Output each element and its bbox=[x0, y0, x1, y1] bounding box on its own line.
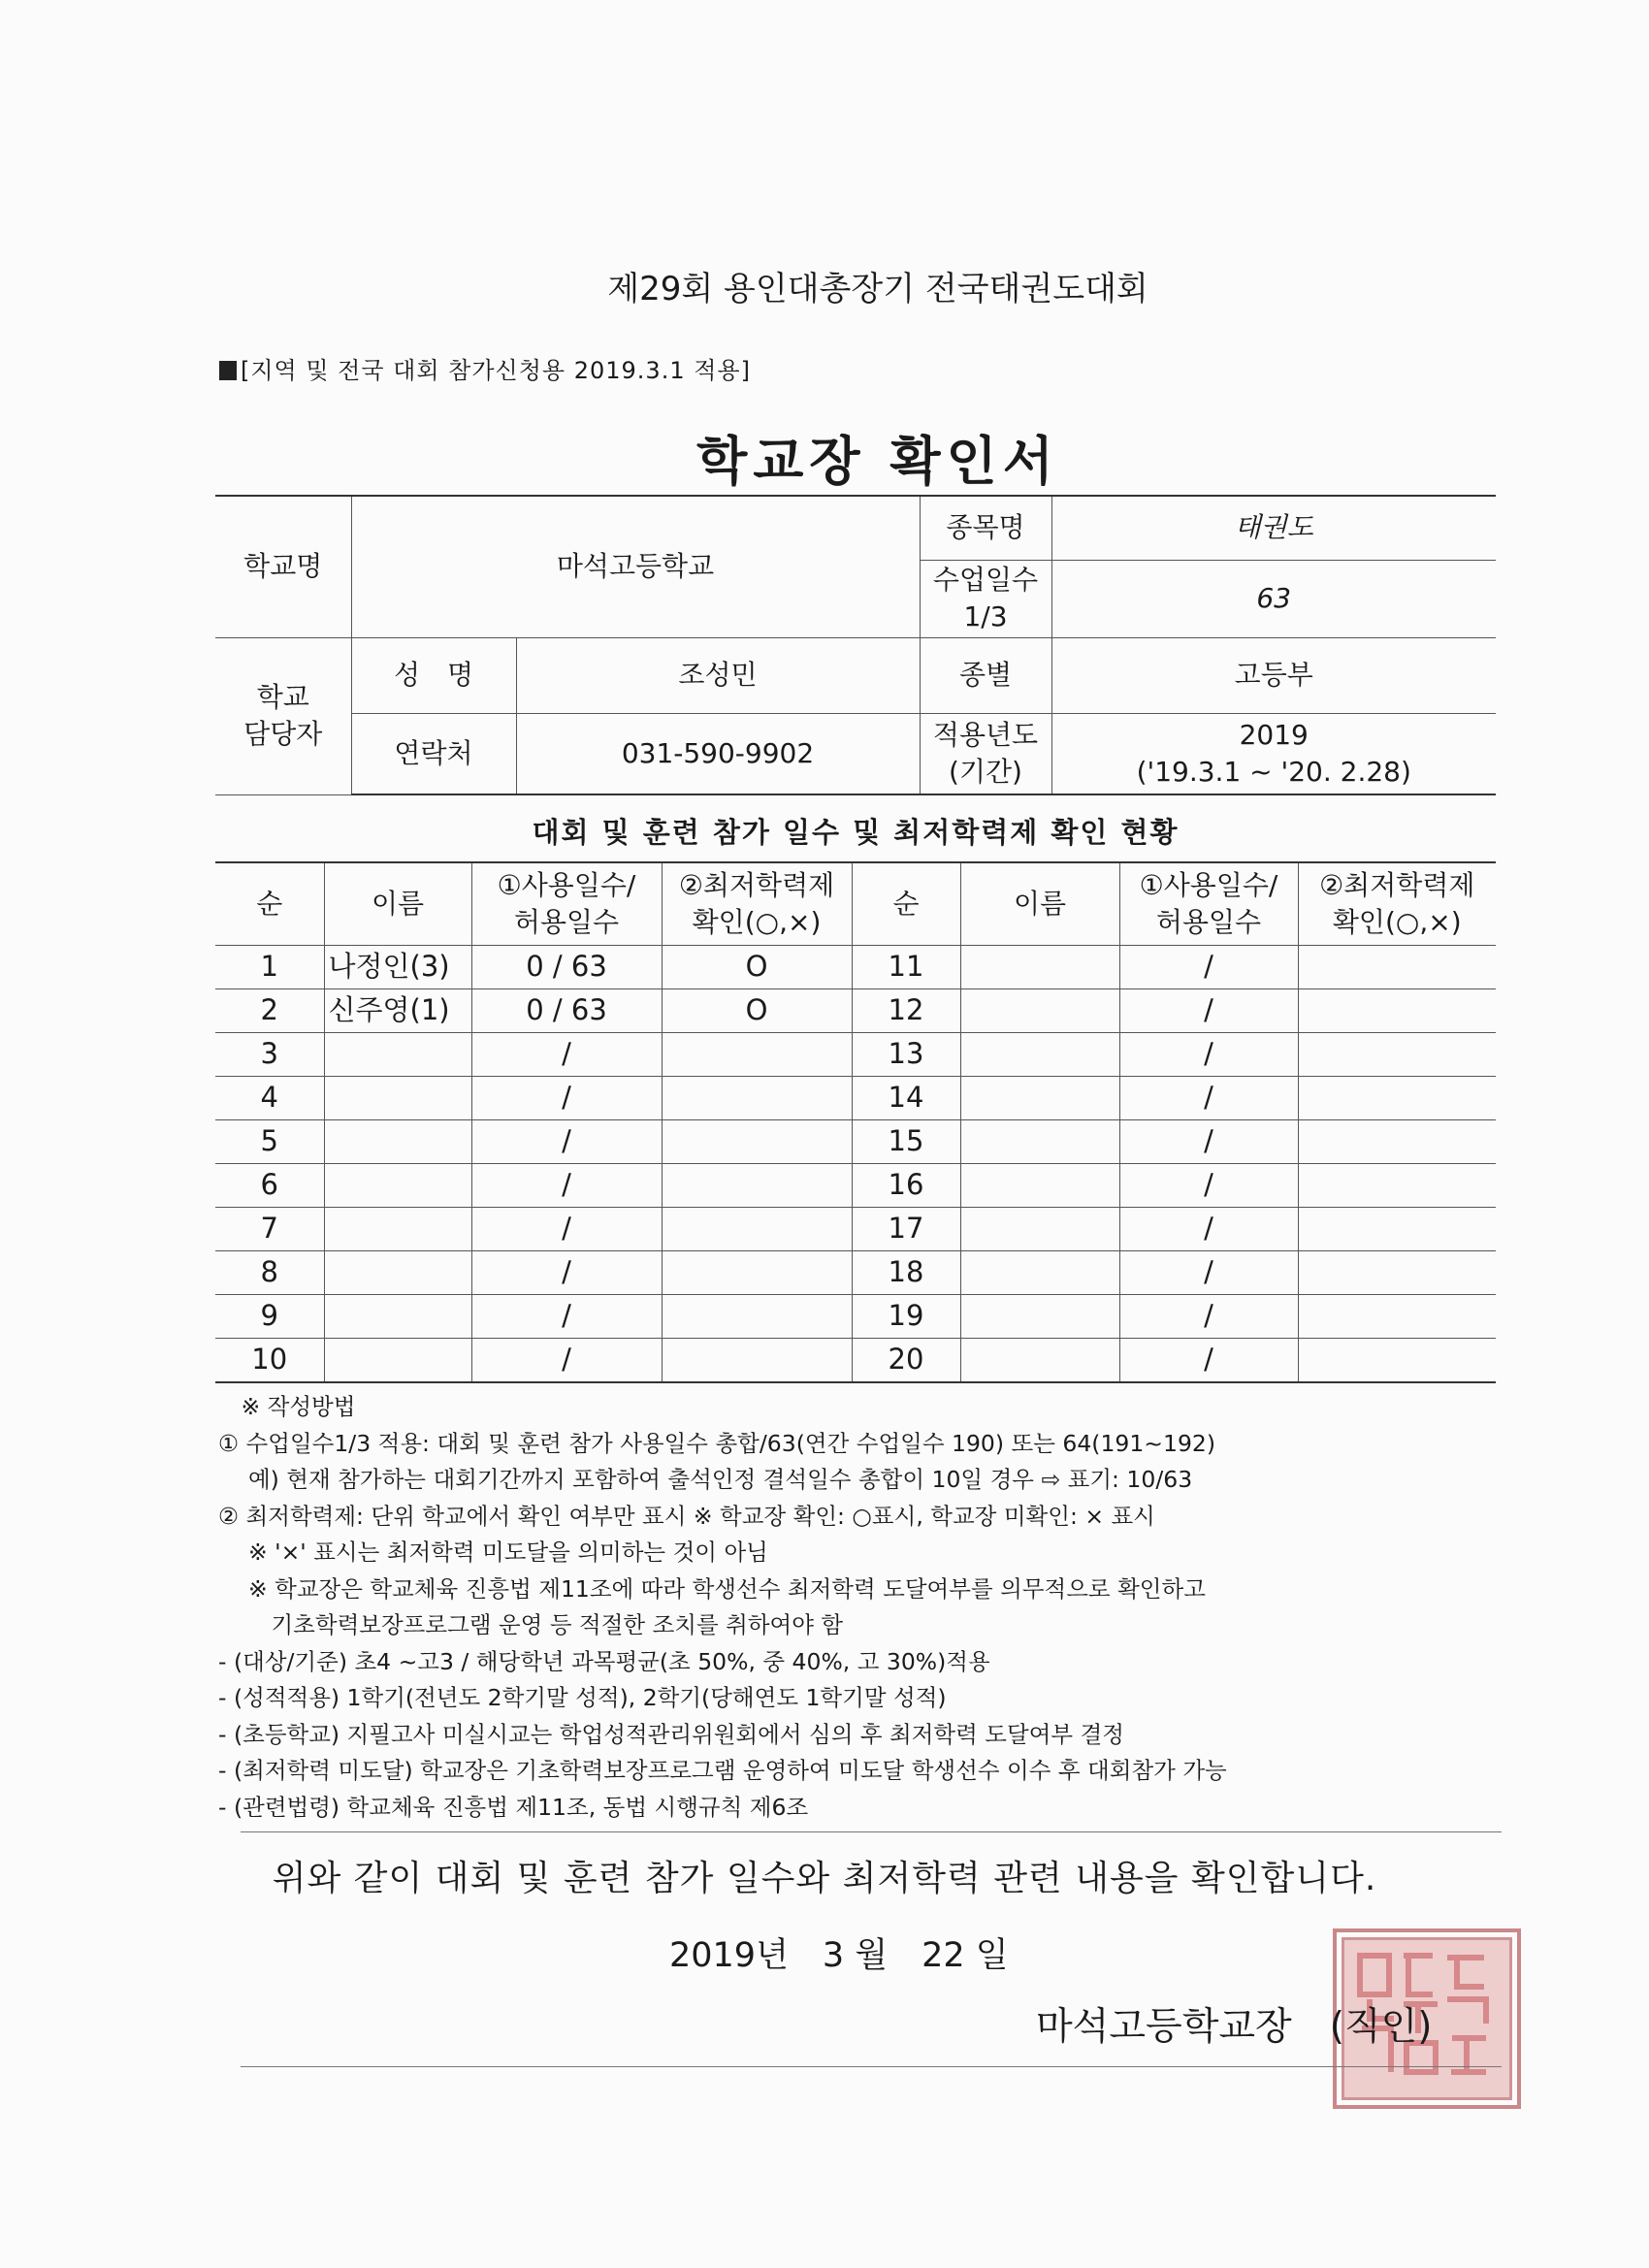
instruction-line: ② 최저학력제: 단위 학교에서 확인 여부만 표시 ※ 학교장 확인: ○표시, 학교장 미확인: × 표시 bbox=[218, 1502, 1155, 1530]
table-row bbox=[215, 1251, 1496, 1295]
instruction-line: 기초학력보장프로그램 운영 등 적절한 조치를 취하여야 함 bbox=[218, 1611, 844, 1638]
row-number: 3 bbox=[215, 1033, 324, 1077]
year-label-line1: 적용년도 bbox=[932, 718, 1039, 751]
header-days-line2: 허용일수 bbox=[513, 906, 620, 938]
year-label bbox=[920, 713, 1051, 794]
row-name bbox=[324, 1164, 471, 1208]
row-check bbox=[1298, 1033, 1496, 1077]
division-label: 종별 bbox=[920, 637, 1051, 713]
instruction-line: - (성적적용) 1학기(전년도 2학기말 성적), 2학기(당해연도 1학기말 성적) bbox=[218, 1684, 947, 1711]
row-number: 10 bbox=[215, 1339, 324, 1383]
row-check bbox=[1298, 1251, 1496, 1295]
instruction-line: - (초등학교) 지필고사 미실시교는 학업성적관리위원회에서 심의 후 최저학력 도달여부 결정 bbox=[218, 1720, 1124, 1748]
phone-value: 031-590-9902 bbox=[516, 713, 920, 794]
row-number: 6 bbox=[215, 1164, 324, 1208]
table-row bbox=[215, 1164, 1496, 1208]
row-check bbox=[1298, 946, 1496, 989]
instructions bbox=[218, 1389, 1508, 1826]
row-number: 8 bbox=[215, 1251, 324, 1295]
row-days: / bbox=[471, 1120, 662, 1164]
header-days-2-line2: 허용일수 bbox=[1155, 906, 1262, 938]
instruction-line: ① 수업일수1/3 적용: 대회 및 훈련 참가 사용일수 총합/63(연간 수업일수 190) 또는 64(191~192) bbox=[218, 1429, 1216, 1457]
year: 2019 bbox=[1239, 718, 1309, 751]
row-name bbox=[324, 1251, 471, 1295]
table-row bbox=[215, 989, 1496, 1033]
row-days: / bbox=[471, 1208, 662, 1251]
row-check bbox=[1298, 1077, 1496, 1120]
row-number: 13 bbox=[852, 1033, 960, 1077]
event-title: 제29회 용인대총장기 전국태권도대회 bbox=[607, 270, 1148, 308]
row-number: 4 bbox=[215, 1077, 324, 1120]
row-name bbox=[960, 1295, 1119, 1339]
row-name bbox=[960, 1164, 1119, 1208]
signer-line: 마석고등학교장 (직인) bbox=[1036, 2005, 1433, 2049]
header-check-line1: ②최저학력제 bbox=[678, 869, 835, 902]
row-number: 9 bbox=[215, 1295, 324, 1339]
row-name bbox=[960, 1077, 1119, 1120]
class-days-value: 63 bbox=[1051, 560, 1496, 637]
row-check bbox=[662, 1120, 852, 1164]
person-value: 조성민 bbox=[516, 637, 920, 713]
row-number: 17 bbox=[852, 1208, 960, 1251]
row-number: 5 bbox=[215, 1120, 324, 1164]
roster-title: 대회 및 훈련 참가 일수 및 최저학력제 확인 현황 bbox=[532, 816, 1180, 849]
square-bullet-icon bbox=[219, 361, 237, 380]
contact-label-line1: 학교 bbox=[256, 681, 309, 714]
row-check bbox=[662, 1077, 852, 1120]
row-days: / bbox=[1119, 1077, 1298, 1120]
header-check-2-line2: 확인(○,×) bbox=[1332, 906, 1462, 938]
instruction-line: - (관련법령) 학교체육 진흥법 제11조, 동법 시행규칙 제6조 bbox=[218, 1793, 809, 1821]
phone-label: 연락처 bbox=[351, 713, 516, 794]
document-title: 학교장 확인서 bbox=[696, 431, 1059, 492]
row-check bbox=[1298, 1295, 1496, 1339]
row-check bbox=[662, 1251, 852, 1295]
row-number: 15 bbox=[852, 1120, 960, 1164]
header-name-2: 이름 bbox=[960, 862, 1119, 946]
row-days: / bbox=[1119, 1164, 1298, 1208]
row-days: / bbox=[471, 1295, 662, 1339]
row-check bbox=[662, 1208, 852, 1251]
class-days-label-line1: 수업일수 bbox=[932, 564, 1039, 597]
year-value bbox=[1051, 713, 1496, 794]
row-check bbox=[1298, 989, 1496, 1033]
instruction-line: ※ '×' 표시는 최저학력 미도달을 의미하는 것이 아님 bbox=[218, 1539, 768, 1566]
row-check bbox=[1298, 1164, 1496, 1208]
row-number: 12 bbox=[852, 989, 960, 1033]
row-number: 7 bbox=[215, 1208, 324, 1251]
row-name bbox=[324, 1295, 471, 1339]
row-check bbox=[1298, 1120, 1496, 1164]
row-name bbox=[324, 1208, 471, 1251]
row-name bbox=[324, 1120, 471, 1164]
year-period: ('19.3.1 ~ '20. 2.28) bbox=[1136, 755, 1411, 788]
row-days: / bbox=[1119, 1339, 1298, 1383]
table-row bbox=[215, 1077, 1496, 1120]
class-days-label bbox=[920, 560, 1051, 637]
row-name bbox=[324, 1033, 471, 1077]
row-number: 11 bbox=[852, 946, 960, 989]
header-name: 이름 bbox=[324, 862, 471, 946]
header-days bbox=[471, 862, 662, 946]
row-days: 0 / 63 bbox=[471, 946, 662, 989]
header-days-2-line1: ①사용일수/ bbox=[1139, 869, 1278, 902]
table-row bbox=[215, 1339, 1496, 1383]
row-name bbox=[960, 1251, 1119, 1295]
row-number: 16 bbox=[852, 1164, 960, 1208]
table-row bbox=[215, 1033, 1496, 1077]
row-name bbox=[960, 1208, 1119, 1251]
row-number: 20 bbox=[852, 1339, 960, 1383]
row-days: / bbox=[471, 1251, 662, 1295]
table-row bbox=[215, 1208, 1496, 1251]
school-name-label: 학교명 bbox=[215, 496, 351, 637]
person-label: 성 명 bbox=[351, 637, 516, 713]
row-name bbox=[960, 946, 1119, 989]
row-days: / bbox=[1119, 1033, 1298, 1077]
school-info-table bbox=[215, 495, 1496, 795]
row-name: 나정인(3) bbox=[324, 946, 471, 989]
instruction-line: 예) 현재 참가하는 대회기간까지 포함하여 출석인정 결석일수 총합이 10일 경우 ⇨ 표기: 10/63 bbox=[218, 1466, 1193, 1493]
row-days: / bbox=[1119, 1251, 1298, 1295]
year-label-line2: (기간) bbox=[949, 755, 1022, 788]
row-check bbox=[662, 1339, 852, 1383]
class-days-label-line2: 1/3 bbox=[963, 600, 1008, 632]
row-days: / bbox=[471, 1033, 662, 1077]
application-note-text: [지역 및 전국 대회 참가신청용 2019.3.1 적용] bbox=[241, 357, 751, 384]
sport-value: 태권도 bbox=[1051, 496, 1496, 560]
row-check bbox=[662, 1033, 852, 1077]
row-name bbox=[960, 1339, 1119, 1383]
school-name: 마석고등학교 bbox=[351, 496, 920, 637]
row-days: / bbox=[1119, 989, 1298, 1033]
row-check: O bbox=[662, 989, 852, 1033]
row-days: / bbox=[1119, 1208, 1298, 1251]
confirmation-statement: 위와 같이 대회 및 훈련 참가 일수와 최저학력 관련 내용을 확인합니다. bbox=[272, 1859, 1377, 1898]
header-check-line2: 확인(○,×) bbox=[692, 906, 822, 938]
roster-table bbox=[215, 861, 1496, 1383]
row-days: / bbox=[471, 1164, 662, 1208]
table-row bbox=[215, 1120, 1496, 1164]
row-number: 2 bbox=[215, 989, 324, 1033]
row-name bbox=[960, 989, 1119, 1033]
instruction-line: ※ 작성방법 bbox=[218, 1393, 356, 1420]
header-days-line1: ①사용일수/ bbox=[497, 869, 636, 902]
row-days: / bbox=[471, 1077, 662, 1120]
sport-label: 종목명 bbox=[920, 496, 1051, 560]
row-days: / bbox=[1119, 946, 1298, 989]
row-number: 14 bbox=[852, 1077, 960, 1120]
instruction-line: - (대상/기준) 초4 ~고3 / 해당학년 과목평균(초 50%, 중 40%, 고 30%)적용 bbox=[218, 1647, 990, 1675]
header-check-2-line1: ②최저학력제 bbox=[1319, 869, 1475, 902]
row-number: 19 bbox=[852, 1295, 960, 1339]
row-check: O bbox=[662, 946, 852, 989]
header-days-2 bbox=[1119, 862, 1298, 946]
instruction-line: - (최저학력 미도달) 학교장은 기초학력보장프로그램 운영하여 미도달 학생선수 이수 후 대회참가 가능 bbox=[218, 1757, 1227, 1784]
row-days: / bbox=[1119, 1120, 1298, 1164]
row-name: 신주영(1) bbox=[324, 989, 471, 1033]
row-days: / bbox=[471, 1339, 662, 1383]
row-name bbox=[960, 1033, 1119, 1077]
row-check bbox=[662, 1164, 852, 1208]
table-row bbox=[215, 946, 1496, 989]
row-name bbox=[324, 1339, 471, 1383]
divider-top bbox=[241, 1831, 1502, 1832]
row-number: 18 bbox=[852, 1251, 960, 1295]
row-number: 1 bbox=[215, 946, 324, 989]
row-name bbox=[324, 1077, 471, 1120]
table-row bbox=[215, 1295, 1496, 1339]
header-no-2: 순 bbox=[852, 862, 960, 946]
row-days: / bbox=[1119, 1295, 1298, 1339]
contact-label-line2: 담당자 bbox=[243, 718, 323, 750]
row-check bbox=[1298, 1339, 1496, 1383]
header-check bbox=[662, 862, 852, 946]
header-no: 순 bbox=[215, 862, 324, 946]
row-check bbox=[662, 1295, 852, 1339]
instruction-line: ※ 학교장은 학교체육 진흥법 제11조에 따라 학생선수 최저학력 도달여부를 의무적으로 확인하고 bbox=[218, 1574, 1206, 1603]
row-name bbox=[960, 1120, 1119, 1164]
signature-date: 2019년 3 월 22 일 bbox=[669, 1936, 1009, 1975]
division-value: 고등부 bbox=[1051, 637, 1496, 713]
header-check-2 bbox=[1298, 862, 1496, 946]
contact-label bbox=[215, 637, 351, 794]
application-note bbox=[219, 351, 751, 385]
row-check bbox=[1298, 1208, 1496, 1251]
divider-bottom bbox=[241, 2066, 1502, 2067]
row-days: 0 / 63 bbox=[471, 989, 662, 1033]
